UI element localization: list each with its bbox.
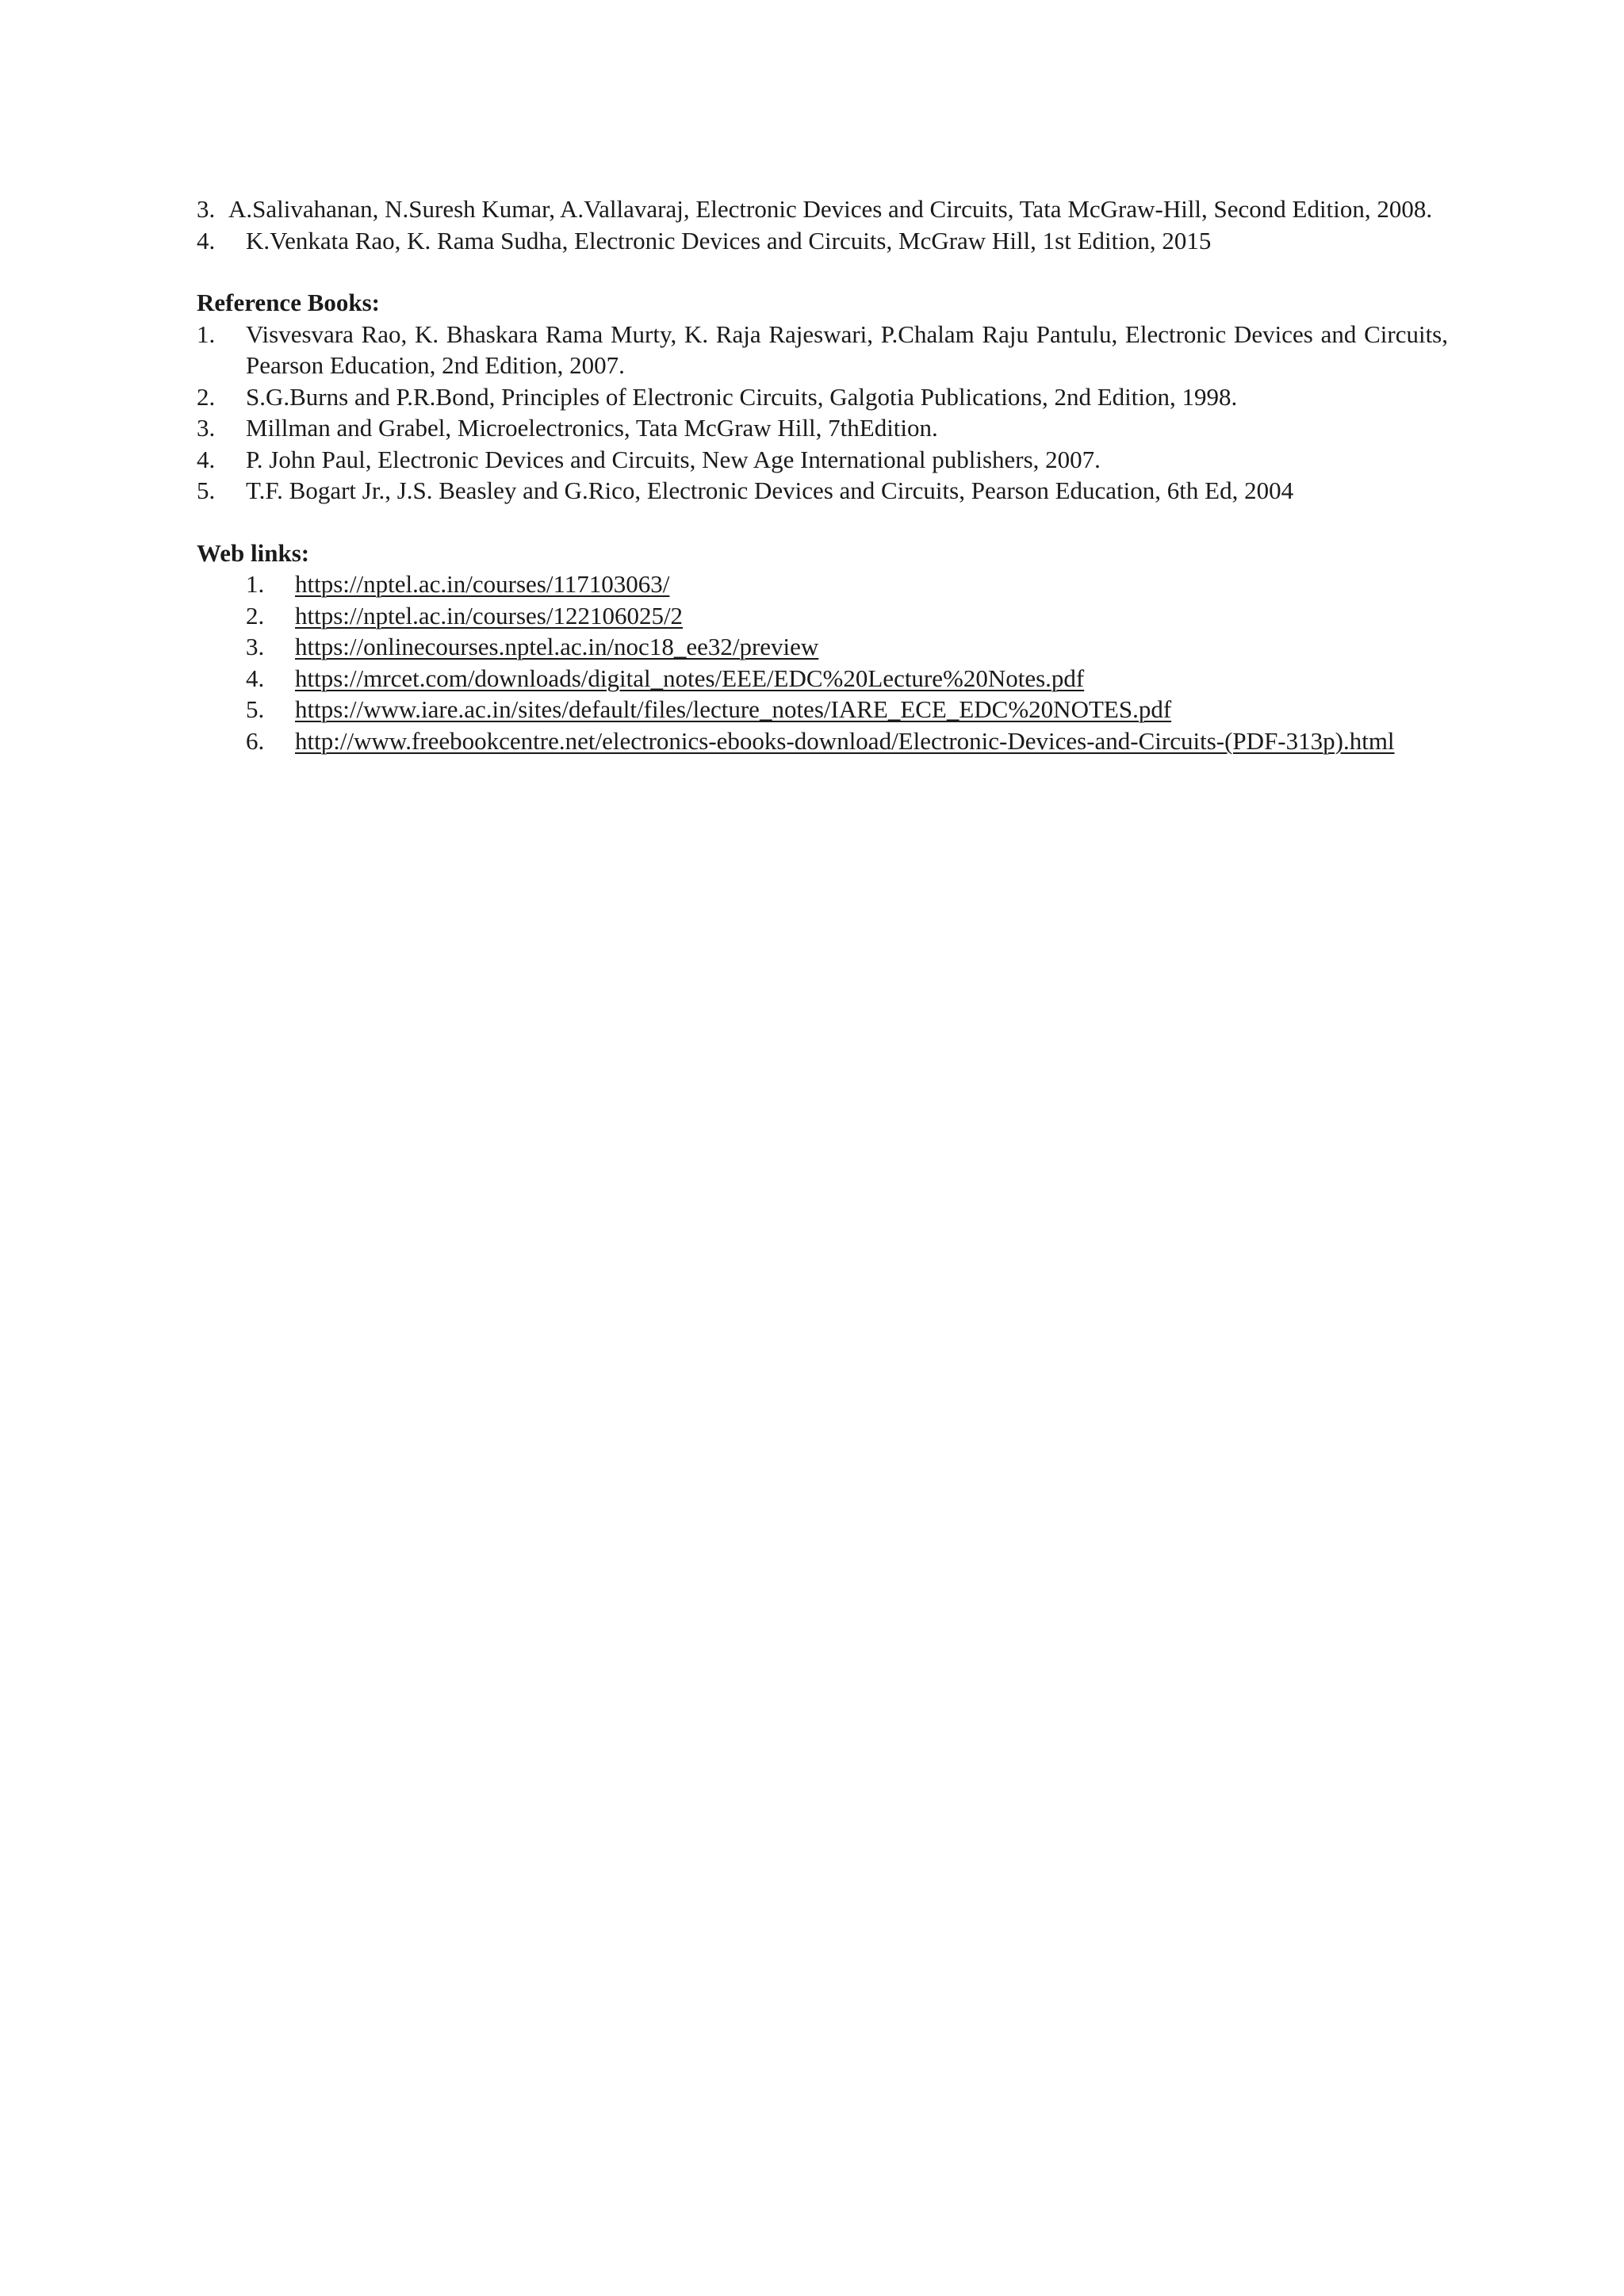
list-number: 3. <box>246 633 265 660</box>
page-content <box>197 193 1448 756</box>
reference-books-heading: Reference Books: <box>197 289 381 316</box>
list-number: 1. <box>246 570 265 598</box>
reference-books-list <box>197 319 1448 507</box>
text-books-list <box>197 193 1448 256</box>
web-link-2[interactable]: https://nptel.ac.in/courses/122106025/2 <box>295 601 684 629</box>
section-gap <box>197 256 1448 287</box>
web-link-6[interactable]: http://www.freebookcentre.net/electronics-ebooks-download/Electronic-Devices-and-Circuits-(PDF-313p).html <box>295 726 1395 755</box>
text-book-text: A.Salivahanan, N.Suresh Kumar, A.Vallavaraj, Electronic Devices and Circuits, Tata McGraw-Hill, Second Edition, 2008. <box>228 195 1433 223</box>
reference-book-item <box>197 412 1448 444</box>
list-number: 5. <box>197 476 216 504</box>
reference-book-item <box>197 319 1448 381</box>
web-link-item <box>246 663 1448 695</box>
reference-book-item <box>197 381 1448 413</box>
web-links-heading: Web links: <box>197 538 310 567</box>
list-number: 3. <box>197 195 216 223</box>
web-link-1[interactable]: https://nptel.ac.in/courses/117103063/ <box>295 570 670 598</box>
web-links-list <box>197 568 1448 756</box>
reference-books-section <box>197 287 1448 507</box>
list-number: 2. <box>246 601 265 629</box>
list-number: 4. <box>197 445 216 473</box>
list-number: 1. <box>197 320 216 348</box>
list-number: 2. <box>197 382 216 411</box>
web-links-section <box>197 538 1448 757</box>
web-link-item <box>246 600 1448 632</box>
text-book-item <box>197 225 1448 257</box>
web-link-5[interactable]: https://www.iare.ac.in/sites/default/files/lecture_notes/IARE_ECE_EDC%20NOTES.pdf <box>295 695 1172 723</box>
reference-book-text: T.F. Bogart Jr., J.S. Beasley and G.Rico, Electronic Devices and Circuits, Pearson Education, 6th Ed, 2004 <box>246 476 1294 504</box>
list-number: 4. <box>246 664 265 692</box>
list-number: 3. <box>197 414 216 442</box>
web-link-3[interactable]: https://onlinecourses.nptel.ac.in/noc18_ee32/preview <box>295 633 819 660</box>
reference-book-text: Millman and Grabel, Microelectronics, Tata McGraw Hill, 7thEdition. <box>246 414 938 442</box>
web-link-item <box>246 694 1448 725</box>
reference-book-item <box>197 475 1448 507</box>
text-book-item <box>197 193 1448 225</box>
web-link-item <box>246 568 1448 600</box>
text-book-text: K.Venkata Rao, K. Rama Sudha, Electronic Devices and Circuits, McGraw Hill, 1st Edition, 2015 <box>246 226 1212 254</box>
reference-book-item <box>197 444 1448 476</box>
web-link-item <box>246 725 1448 757</box>
list-number: 4. <box>197 226 216 254</box>
web-link-item <box>246 631 1448 663</box>
list-number: 6. <box>246 726 265 755</box>
section-gap <box>197 507 1448 538</box>
reference-book-text: Visvesvara Rao, K. Bhaskara Rama Murty, K. Raja Rajeswari, P.Chalam Raju Pantulu, Electronic Devices and Circuits, Pearson Education, 2nd Edition, 2007. <box>246 320 1448 379</box>
reference-book-text: S.G.Burns and P.R.Bond, Principles of Electronic Circuits, Galgotia Publications, 2nd Edition, 1998. <box>246 382 1238 411</box>
web-link-4[interactable]: https://mrcet.com/downloads/digital_notes/EEE/EDC%20Lecture%20Notes.pdf <box>295 664 1085 692</box>
reference-book-text: P. John Paul, Electronic Devices and Circuits, New Age International publishers, 2007. <box>246 445 1101 473</box>
list-number: 5. <box>246 695 265 723</box>
